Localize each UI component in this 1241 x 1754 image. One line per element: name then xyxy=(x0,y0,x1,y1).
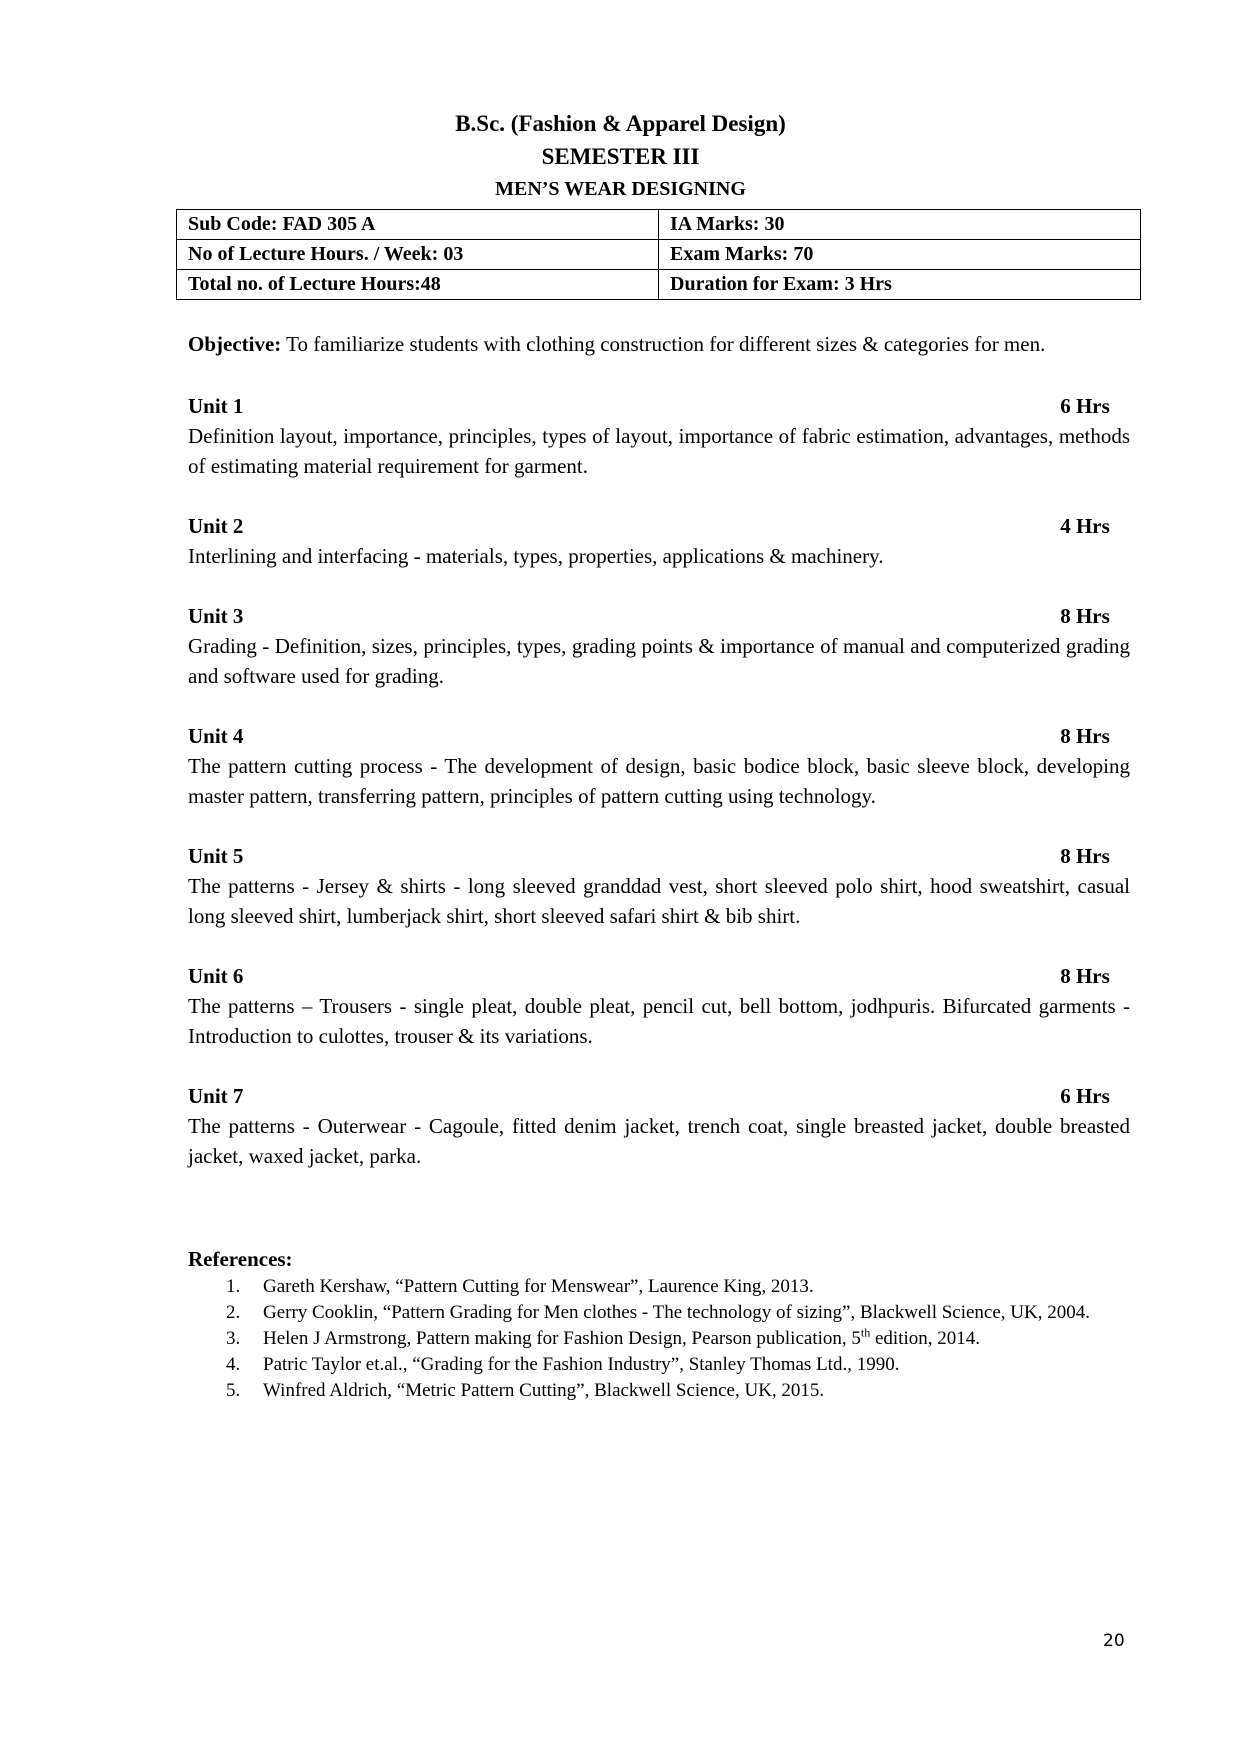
unit-description: The patterns – Trousers - single pleat, double pleat, pencil cut, bell bottom, jodhpuris. Bifurcated garments - Introduction to culottes, trouser & its variations. xyxy=(188,994,1130,1048)
reference-item xyxy=(188,1274,1133,1300)
unit-hours: 8 Hrs xyxy=(1060,844,1110,868)
reference-item xyxy=(188,1326,1133,1352)
reference-text: Helen J Armstrong, Pattern making for Fashion Design, Pearson publication, 5 xyxy=(263,1328,861,1349)
unit-5 xyxy=(188,841,1130,931)
total-lecture-hours-cell: Total no. of Lecture Hours:48 xyxy=(177,270,659,300)
unit-title: Unit 7 xyxy=(188,1084,244,1108)
references-heading: References: xyxy=(188,1247,293,1271)
unit-description: The patterns - Outerwear - Cagoule, fitted denim jacket, trench coat, single breasted jacket, double breasted jacket, waxed jacket, parka. xyxy=(188,1114,1130,1168)
unit-hours: 8 Hrs xyxy=(1060,724,1110,748)
page-number: 20 xyxy=(1103,1631,1125,1651)
reference-number: 5. xyxy=(226,1380,241,1401)
unit-hours: 6 Hrs xyxy=(1060,394,1110,418)
reference-text: Winfred Aldrich, “Metric Pattern Cutting”, Blackwell Science, UK, 2015. xyxy=(263,1380,825,1401)
unit-6 xyxy=(188,961,1130,1051)
exam-marks-cell: Exam Marks: 70 xyxy=(659,240,1141,270)
unit-description: Definition layout, importance, principles, types of layout, importance of fabric estimation, advantages, methods of estimating material requirement for garment. xyxy=(188,424,1130,478)
unit-title: Unit 1 xyxy=(188,394,244,418)
reference-text-end: edition, 2014. xyxy=(870,1328,981,1349)
objective xyxy=(188,332,1133,357)
reference-number: 1. xyxy=(226,1276,241,1297)
unit-title: Unit 4 xyxy=(188,724,244,748)
objective-label: Objective: xyxy=(188,332,282,356)
unit-description: Interlining and interfacing - materials, types, properties, applications & machinery. xyxy=(188,544,884,568)
reference-item xyxy=(188,1300,1133,1326)
reference-text: Gerry Cooklin, “Pattern Grading for Men clothes - The technology of sizing”, Blackwell Science, UK, 2004. xyxy=(263,1302,1090,1323)
sub-code-cell: Sub Code: FAD 305 A xyxy=(177,210,659,240)
reference-text: Patric Taylor et.al., “Grading for the Fashion Industry”, Stanley Thomas Ltd., 1990. xyxy=(263,1354,900,1375)
unit-3 xyxy=(188,601,1130,691)
unit-2 xyxy=(188,511,1130,571)
unit-hours: 8 Hrs xyxy=(1060,964,1110,988)
reference-number: 3. xyxy=(226,1328,241,1349)
unit-7 xyxy=(188,1081,1130,1171)
unit-description: The pattern cutting process - The development of design, basic bodice block, basic sleeve block, developing master pattern, transferring pattern, principles of pattern cutting using technology. xyxy=(188,754,1130,808)
table-row xyxy=(177,210,1141,240)
unit-title: Unit 3 xyxy=(188,604,244,628)
unit-description: The patterns - Jersey & shirts - long sleeved granddad vest, short sleeved polo shirt, hood sweatshirt, casual long sleeved shirt, lumberjack shirt, short sleeved safari shirt & bib shirt. xyxy=(188,874,1130,928)
unit-1 xyxy=(188,391,1130,481)
reference-item xyxy=(188,1378,1133,1404)
exam-duration-cell: Duration for Exam: 3 Hrs xyxy=(659,270,1141,300)
references xyxy=(188,1244,1133,1404)
ia-marks-cell: IA Marks: 30 xyxy=(659,210,1141,240)
table-row xyxy=(177,240,1141,270)
unit-4 xyxy=(188,721,1130,811)
unit-title: Unit 6 xyxy=(188,964,244,988)
table-row xyxy=(177,270,1141,300)
objective-text: To familiarize students with clothing construction for different sizes & categories for men. xyxy=(281,332,1046,356)
semester-title: SEMESTER III xyxy=(541,144,700,169)
reference-item xyxy=(188,1352,1133,1378)
unit-hours: 4 Hrs xyxy=(1060,514,1110,538)
ordinal-suffix: th xyxy=(860,1325,871,1340)
course-title: MEN’S WEAR DESIGNING xyxy=(495,178,746,200)
unit-hours: 6 Hrs xyxy=(1060,1084,1110,1108)
reference-number: 2. xyxy=(226,1302,241,1323)
lecture-hours-week-cell: No of Lecture Hours. / Week: 03 xyxy=(177,240,659,270)
unit-description: Grading - Definition, sizes, principles, types, grading points & importance of manual and computerized grading and software used for grading. xyxy=(188,634,1130,688)
unit-hours: 8 Hrs xyxy=(1060,604,1110,628)
program-title: B.Sc. (Fashion & Apparel Design) xyxy=(455,111,786,136)
unit-title: Unit 2 xyxy=(188,514,244,538)
reference-number: 4. xyxy=(226,1354,241,1375)
unit-title: Unit 5 xyxy=(188,844,244,868)
reference-text: Gareth Kershaw, “Pattern Cutting for Menswear”, Laurence King, 2013. xyxy=(263,1276,814,1297)
course-info-table xyxy=(176,209,1141,300)
